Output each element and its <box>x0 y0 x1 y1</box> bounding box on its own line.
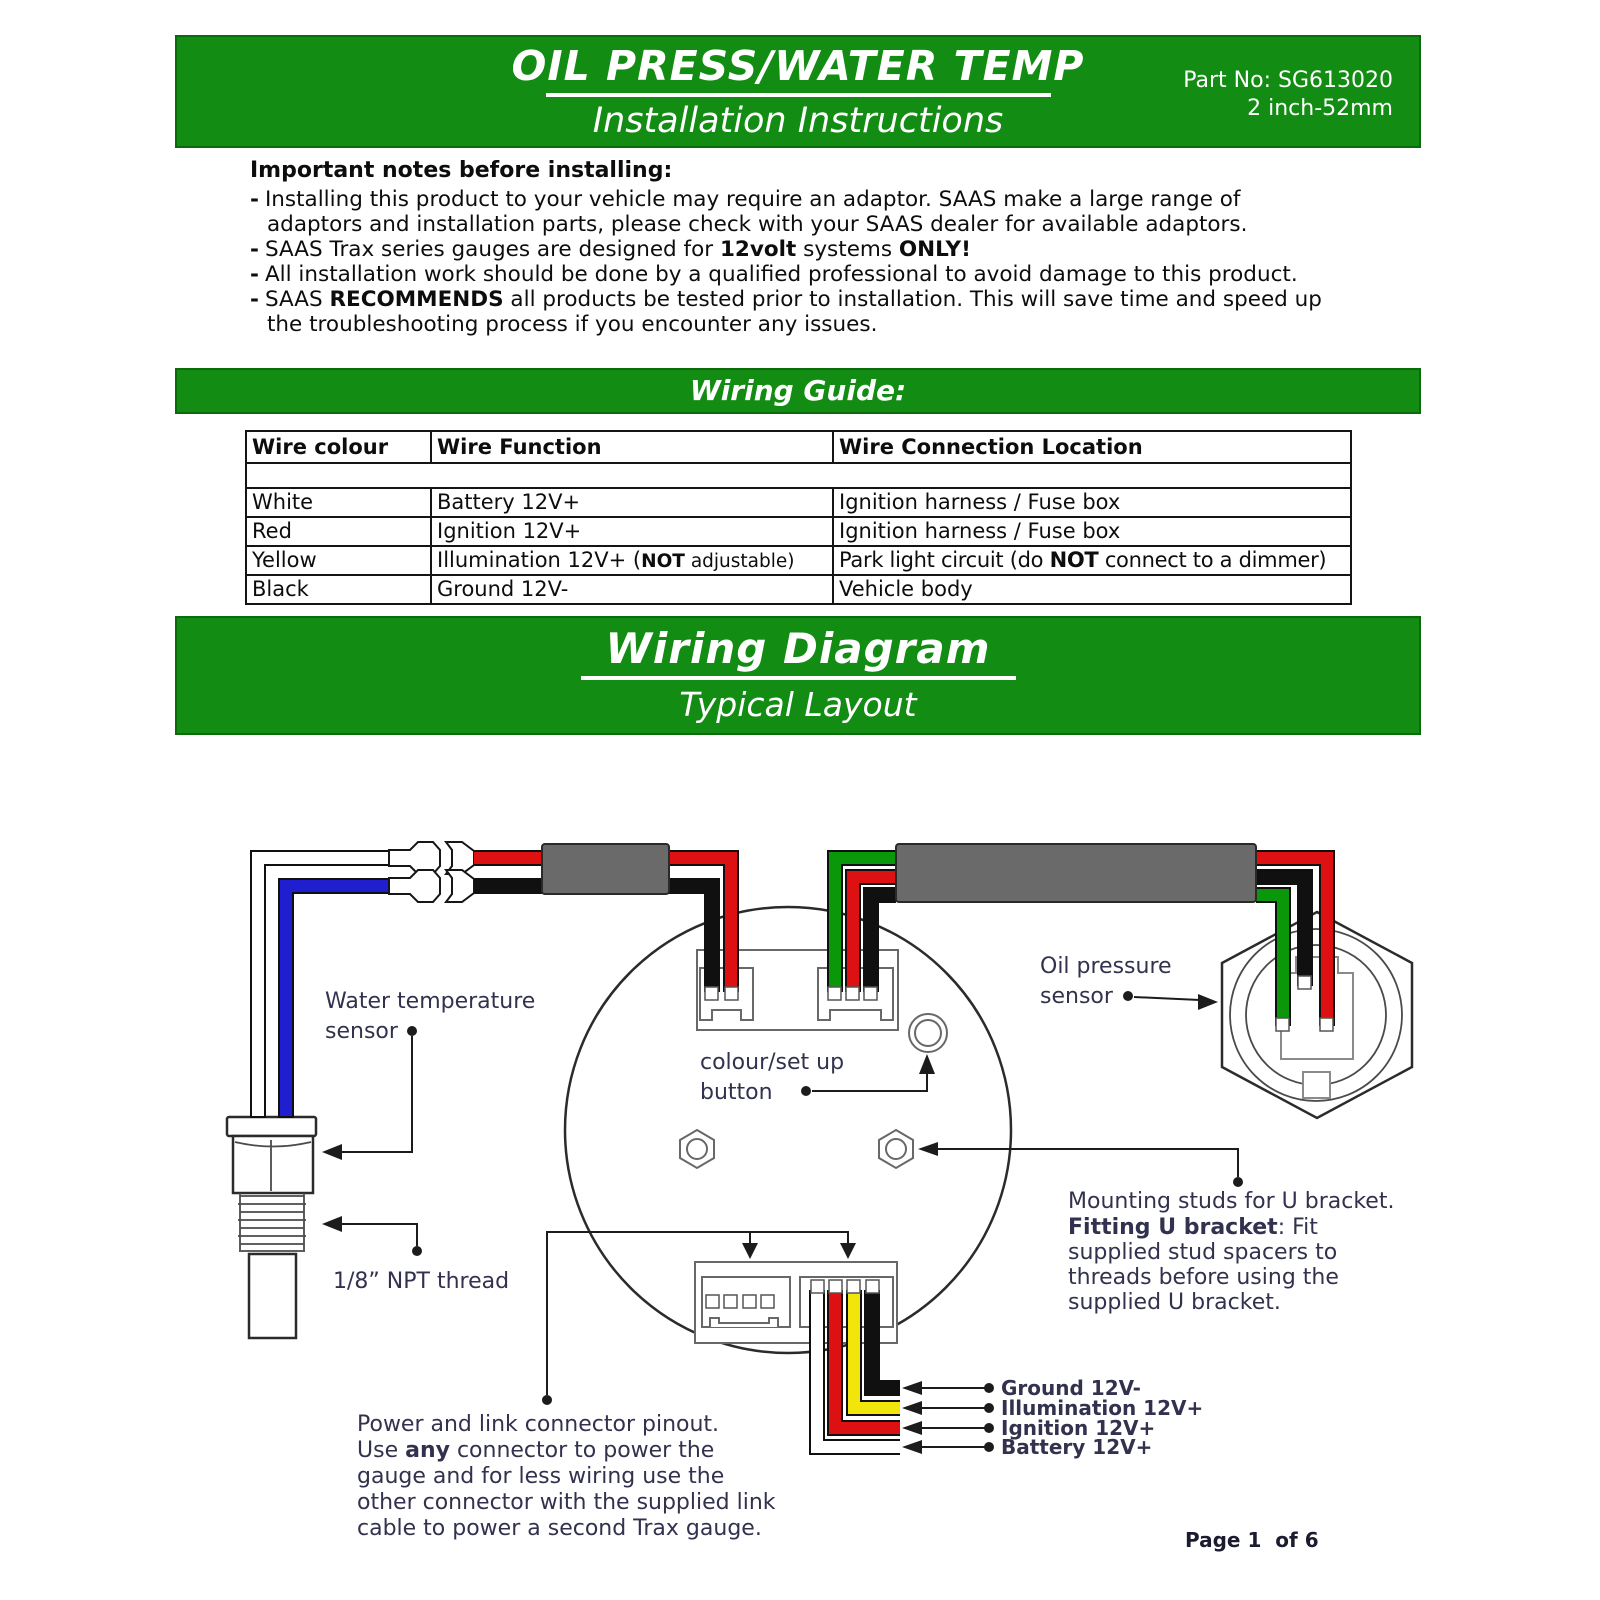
illumination-wire-label: Illumination 12V+ <box>1001 1396 1204 1420</box>
note-bullet-1: - Installing this product to your vehicle may require an adaptor. SAAS make a large range of <box>250 187 1241 212</box>
oil-pressure-callout <box>1040 954 1218 1010</box>
power-label-line4: other connector with the supplied link <box>357 1490 776 1515</box>
cell-location: Park light circuit (do NOT connect to a dimmer) <box>833 546 1351 575</box>
colour-setup-label-line1: colour/set up <box>700 1050 845 1075</box>
wiring-diagram-title: Wiring Diagram <box>605 624 991 673</box>
power-label-line1: Power and link connector pinout. <box>357 1412 720 1437</box>
water-temp-label-line1: Water temperature <box>325 989 536 1014</box>
oil-pressure-label-line1: Oil pressure <box>1040 954 1172 979</box>
page-subtitle: Installation Instructions <box>592 101 1004 141</box>
power-label-line3: gauge and for less wiring use the <box>357 1464 725 1489</box>
cell-colour: Red <box>246 517 431 546</box>
cell-location: Ignition harness / Fuse box <box>833 488 1351 517</box>
wiring-diagram-subtitle: Typical Layout <box>679 685 917 724</box>
note-bullet-4: - SAAS RECOMMENDS all products be tested prior to installation. This will save time and speed up <box>250 287 1322 312</box>
cell-function: Illumination 12V+ (NOT adjustable) <box>431 546 833 575</box>
col-header-wire-connection: Wire Connection Location <box>833 431 1351 463</box>
mounting-label-line3: supplied stud spacers to <box>1068 1240 1338 1265</box>
npt-thread-label: 1/8” NPT thread <box>333 1269 510 1294</box>
water-sensor-probe <box>249 1254 296 1338</box>
cell-colour: White <box>246 488 431 517</box>
cell-function: Ignition 12V+ <box>431 517 833 546</box>
cell-colour: Black <box>246 575 431 604</box>
note-bullet-4-cont: the troubleshooting process if you encounter any issues. <box>267 312 878 337</box>
power-label-line5: cable to power a second Trax gauge. <box>357 1516 762 1541</box>
col-header-wire-colour: Wire colour <box>246 431 431 463</box>
note-bullet-1-cont: adaptors and installation parts, please check with your SAAS dealer for available adaptors. <box>267 212 1248 237</box>
mounting-label-line1: Mounting studs for U bracket. <box>1068 1189 1395 1214</box>
ground-wire-label: Ground 12V- <box>1001 1376 1141 1400</box>
cell-function: Battery 12V+ <box>431 488 833 517</box>
page-title: OIL PRESS/WATER TEMP <box>511 42 1085 90</box>
spade-connectors-bottom <box>389 870 474 902</box>
oil-pressure-label-line2: sensor <box>1040 984 1113 1009</box>
notes-heading: Important notes before installing: <box>250 158 673 183</box>
wire-label-callouts <box>902 1376 1203 1459</box>
colour-setup-button <box>909 1014 947 1052</box>
mounting-label-line4: threads before using the <box>1068 1265 1339 1290</box>
oil-sensor-plug <box>1281 957 1353 1059</box>
battery-wire-label: Battery 12V+ <box>1001 1435 1153 1459</box>
npt-thread-callout <box>322 1216 509 1294</box>
water-temp-label-line2: sensor <box>325 1019 398 1044</box>
cell-location: Ignition harness / Fuse box <box>833 517 1351 546</box>
water-temp-sensor <box>227 1117 316 1338</box>
note-bullet-2: - SAAS Trax series gauges are designed for 12volt systems ONLY! <box>250 237 971 262</box>
oil-sensor-tab <box>1303 1072 1330 1098</box>
note-bullet-3: - All installation work should be done by a qualified professional to avoid damage to this product. <box>250 262 1298 287</box>
wiring-guide-title: Wiring Guide: <box>689 374 907 407</box>
mounting-label-line2: Fitting U bracket: Fit <box>1068 1215 1318 1240</box>
gauge-size: 2 inch-52mm <box>1247 96 1393 121</box>
col-header-wire-function: Wire Function <box>431 431 833 463</box>
mounting-label-line5: supplied U bracket. <box>1068 1290 1281 1315</box>
white-sensor-wire <box>258 858 390 1116</box>
cell-location: Vehicle body <box>833 575 1351 604</box>
part-number: Part No: SG613020 <box>1183 68 1393 93</box>
water-temp-callout <box>322 989 535 1160</box>
page-number: Page 1 of 6 <box>1185 1528 1319 1552</box>
water-temp-sensor-wires <box>258 858 390 1118</box>
ignition-wire-label: Ignition 12V+ <box>1001 1416 1156 1440</box>
cell-colour: Yellow <box>246 546 431 575</box>
left-wire-sleeve <box>542 844 669 894</box>
oil-pressure-sensor <box>1222 912 1412 1118</box>
right-wire-sleeve <box>896 844 1256 902</box>
colour-setup-label-line2: button <box>700 1080 773 1105</box>
water-sensor-threads <box>238 1193 306 1252</box>
cell-function: Ground 12V- <box>431 575 833 604</box>
power-label-line2: Use any connector to power the <box>357 1438 715 1463</box>
